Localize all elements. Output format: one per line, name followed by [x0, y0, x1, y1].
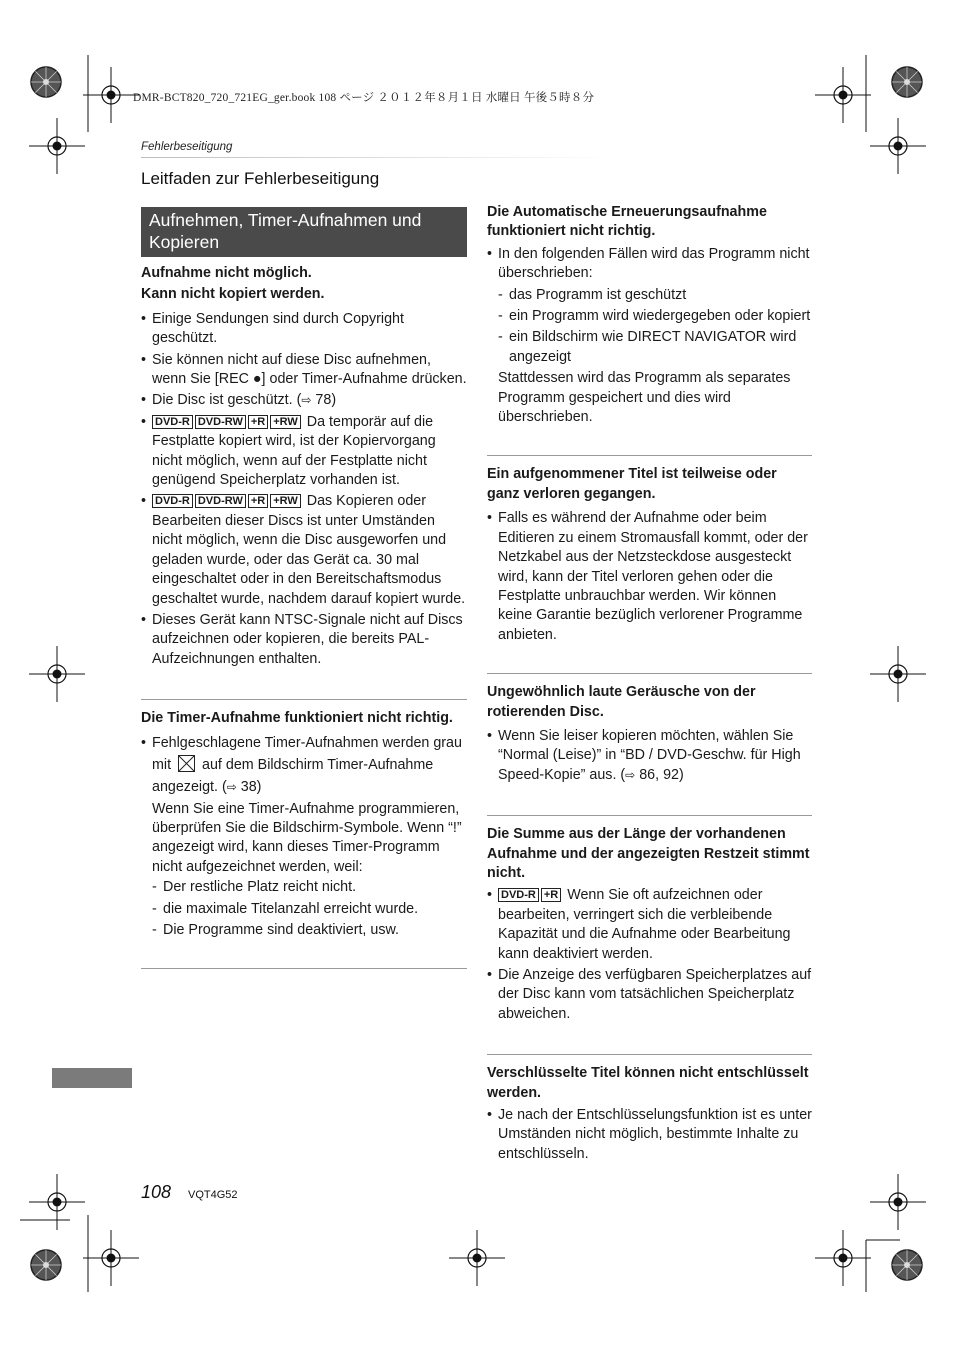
list-item: • DVD-R DVD-RW +R +RW Da temporär auf die Festplatte kopiert wird, ist der Kopiervorgang nicht möglich, wenn auf der Festplatte nicht genügend Speicherplatz vorhanden ist.	[141, 413, 467, 491]
sub-item: - Der restliche Platz reicht nicht.	[152, 878, 467, 897]
plus-r-tag: +R	[541, 888, 561, 902]
topic-question: Verschlüsselte Titel können nicht entschlüsselt werden.	[487, 1065, 809, 1101]
arrow-right-icon: ⇨	[226, 779, 237, 794]
topic-question: Kann nicht kopiert werden.	[141, 286, 325, 303]
sub-item: - die maximale Titelanzahl erreicht wurde.	[152, 900, 467, 919]
print-header: DMR-BCT820_720_721EG_ger.book 108 ページ ２０１２年８月１日 水曜日 午後５時８分	[133, 92, 595, 104]
plus-rw-tag: +RW	[270, 494, 301, 508]
arrow-right-icon: ⇨	[625, 767, 636, 782]
section-label: Fehlerbeseitigung	[141, 141, 233, 153]
page-heading: Leitfaden zur Fehlerbeseitigung	[141, 169, 380, 188]
plus-r-tag: +R	[248, 415, 268, 429]
sub-item: - das Programm ist geschützt	[498, 286, 812, 305]
list-item: • Wenn Sie leiser kopieren möchten, wählen Sie “Normal (Leise)” in “BD / DVD-Geschw. für High Speed-Kopie” aus. (⇨ 86, 92)	[487, 727, 812, 785]
dvd-r-tag: DVD-R	[152, 415, 193, 429]
sub-item: - ein Bildschirm wie DIRECT NAVIGATOR wird angezeigt	[498, 328, 812, 367]
list-item: • Dieses Gerät kann NTSC-Signale nicht auf Discs aufzeichnen oder kopieren, die bereits PAL-Aufzeichnungen enthalten.	[141, 611, 467, 669]
paragraph: Wenn Sie eine Timer-Aufnahme programmieren, überprüfen Sie die Bildschirm-Symbole. Wenn “!” angezeigt wird, kann dieses Timer-Programm nicht aufgezeichnet werden, weil:	[152, 800, 462, 875]
list-item: • Die Anzeige des verfügbaren Speicherplatzes auf der Disc kann vom tatsächlichen Speicherplatz abweichen.	[487, 966, 812, 1024]
page-ref: 38)	[240, 778, 262, 795]
list-item: • Einige Sendungen sind durch Copyright geschützt.	[141, 310, 467, 349]
list-item: • Sie können nicht auf diese Disc aufnehmen, wenn Sie [REC ●] oder Timer-Aufnahme drücken.	[141, 351, 467, 390]
list-item: • In den folgenden Fällen wird das Programm nicht überschrieben:	[487, 245, 812, 284]
topic-question: Die Timer-Aufnahme funktioniert nicht richtig.	[141, 710, 453, 727]
page-ref: 86, 92)	[639, 766, 684, 783]
dvd-r-tag: DVD-R	[152, 494, 193, 508]
page-ref: 78)	[315, 392, 337, 409]
paragraph: Stattdessen wird das Programm als separates Programm gespeichert und dies wird überschrieben.	[498, 370, 791, 426]
list-item: • Die Disc ist geschützt. (⇨ 78)	[141, 391, 467, 410]
topic-question: Ungewöhnlich laute Geräusche von der rotierenden Disc.	[487, 684, 756, 720]
list-item: • Je nach der Entschlüsselungsfunktion ist es unter Umständen nicht möglich, bestimmte Inhalte zu entschlüsseln.	[487, 1106, 812, 1164]
plus-rw-tag: +RW	[270, 415, 301, 429]
topic-question: Aufnahme nicht möglich.	[141, 265, 312, 281]
page-number: 108	[141, 1182, 172, 1202]
list-item: • DVD-R +R Wenn Sie oft aufzeichnen oder bearbeiten, verringert sich die verbleibende Kapazität und die Aufnahme oder Bearbeitung kann deaktiviert werden.	[487, 886, 812, 964]
section-banner: Aufnehmen, Timer-Aufnahmen und Kopieren	[141, 207, 467, 257]
list-item: • Falls es während der Aufnahme oder beim Editieren zu einem Stromausfall kommt, oder der Netzkabel aus der Netzsteckdose ausgesteckt wird, kann der Titel verloren gehen oder die Festplatte unbrauchbar werden. Wir können keine Garantie bezüglich verlorener Programme anbieten.	[487, 509, 812, 645]
list-item: • Fehlgeschlagene Timer-Aufnahmen werden grau mit auf dem Bildschirm Timer-Aufnahme angezeigt. (⇨ 38)	[141, 732, 467, 798]
topic-question: Die Summe aus der Länge der vorhandenen Aufnahme und der angezeigten Restzeit stimmt nicht.	[487, 826, 810, 881]
page-code: VQT4G52	[188, 1189, 238, 1201]
dvd-r-tag: DVD-R	[498, 888, 539, 902]
dvd-rw-tag: DVD-RW	[195, 415, 246, 429]
topic-question: Ein aufgenommener Titel ist teilweise oder ganz verloren gegangen.	[487, 466, 777, 502]
dvd-rw-tag: DVD-RW	[195, 494, 246, 508]
sub-item: - ein Programm wird wiedergegeben oder kopiert	[498, 307, 812, 326]
topic-question: Die Automatische Erneuerungsaufnahme funktioniert nicht richtig.	[487, 204, 767, 240]
list-item: • DVD-R DVD-RW +R +RW Das Kopieren oder Bearbeiten dieser Discs ist unter Umständen nicht möglich, wenn die Disc ausgeworfen und geladen wurde, oder das Gerät ca. 30 mal eingeschaltet oder in den Bereitschaftsmodus geschaltet wurde, nachdem darauf kopiert wurde.	[141, 492, 467, 608]
plus-r-tag: +R	[248, 494, 268, 508]
arrow-right-icon: ⇨	[301, 393, 312, 408]
sub-item: - Die Programme sind deaktiviert, usw.	[152, 921, 467, 940]
